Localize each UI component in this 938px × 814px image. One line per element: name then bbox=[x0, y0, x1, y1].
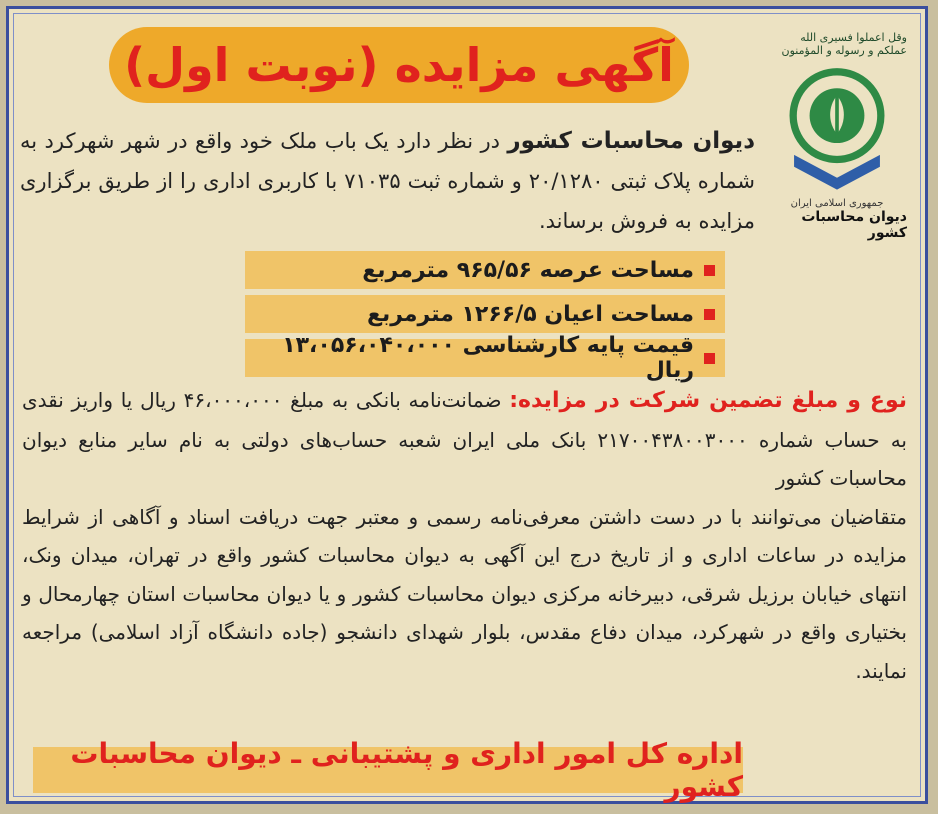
auction-notice bbox=[6, 6, 928, 804]
notice-body bbox=[22, 381, 907, 690]
highlight-land-area: مساحت عرصه ۹۶۵/۵۶ مترمربع bbox=[245, 251, 725, 289]
guarantee-text: ضمانت‌نامه بانکی به مبلغ ۴۶،۰۰۰،۰۰۰ ریال یا واریز نقدی به حساب شماره ۲۱۷۰۰۴۳۸۰۰۳۰۰۰ بانک ملی ایران شعبه حساب‌های دولتی به نام سایر منابع دیوان محاسبات کشور bbox=[22, 388, 907, 490]
bullet-square-icon bbox=[704, 265, 715, 276]
logo-org-name: دیوان محاسبات کشور bbox=[801, 209, 907, 241]
bullet-square-icon bbox=[704, 353, 715, 364]
emblem-icon bbox=[772, 59, 902, 196]
highlight-base-price: قیمت پایه کارشناسی ۱۳،۰۵۶،۰۴۰،۰۰۰ ریال bbox=[245, 339, 725, 377]
org-logo bbox=[767, 31, 907, 241]
intro-text: در نظر دارد یک باب ملک خود واقع در شهر شهرکرد به شماره پلاک ثبتی ۲۰/۱۲۸۰ و شماره ثبت ۷۱۰۳۵ با کاربری اداری را از طریق برگزاری مزایده به فروش برساند. bbox=[20, 129, 755, 233]
guarantee-paragraph bbox=[22, 381, 907, 498]
guarantee-heading: نوع و مبلغ تضمین شرکت در مزایده: bbox=[509, 388, 907, 413]
org-name: دیوان محاسبات کشور bbox=[507, 128, 755, 154]
logo-motto: وقل اعملوا فسیری الله عملکم و رسوله و المؤمنون bbox=[781, 31, 907, 57]
property-highlights bbox=[245, 251, 725, 383]
details-paragraph: متقاضیان می‌توانند با در دست داشتن معرفی‌نامه رسمی و معتبر جهت دریافت اسناد و آگاهی از شرایط مزایده در ساعات اداری و از تاریخ درج این آگهی به دیوان محاسبات کشور واقع در تهران، میدان ونک، انتهای خیابان برزیل شرقی، دبیرخانه مرکزی دیوان محاسبات کشور و یا دیوان محاسبات استان چهارمحال و بختیاری واقع در شهرکرد، میدان دفاع مقدس، بلوار شهدای دانشجو (جاده دانشگاه آزاد اسلامی) مراجعه نمایند. bbox=[22, 504, 907, 683]
notice-title: آگهی مزایده (نوبت اول) bbox=[109, 27, 689, 103]
highlight-building-area: مساحت اعیان ۱۲۶۶/۵ مترمربع bbox=[245, 295, 725, 333]
intro-paragraph bbox=[20, 121, 755, 241]
logo-subtitle: جمهوری اسلامی ایران bbox=[790, 198, 884, 209]
bullet-square-icon bbox=[704, 309, 715, 320]
footer-signature: اداره کل امور اداری و پشتیبانی ـ دیوان محاسبات کشور bbox=[33, 747, 743, 793]
